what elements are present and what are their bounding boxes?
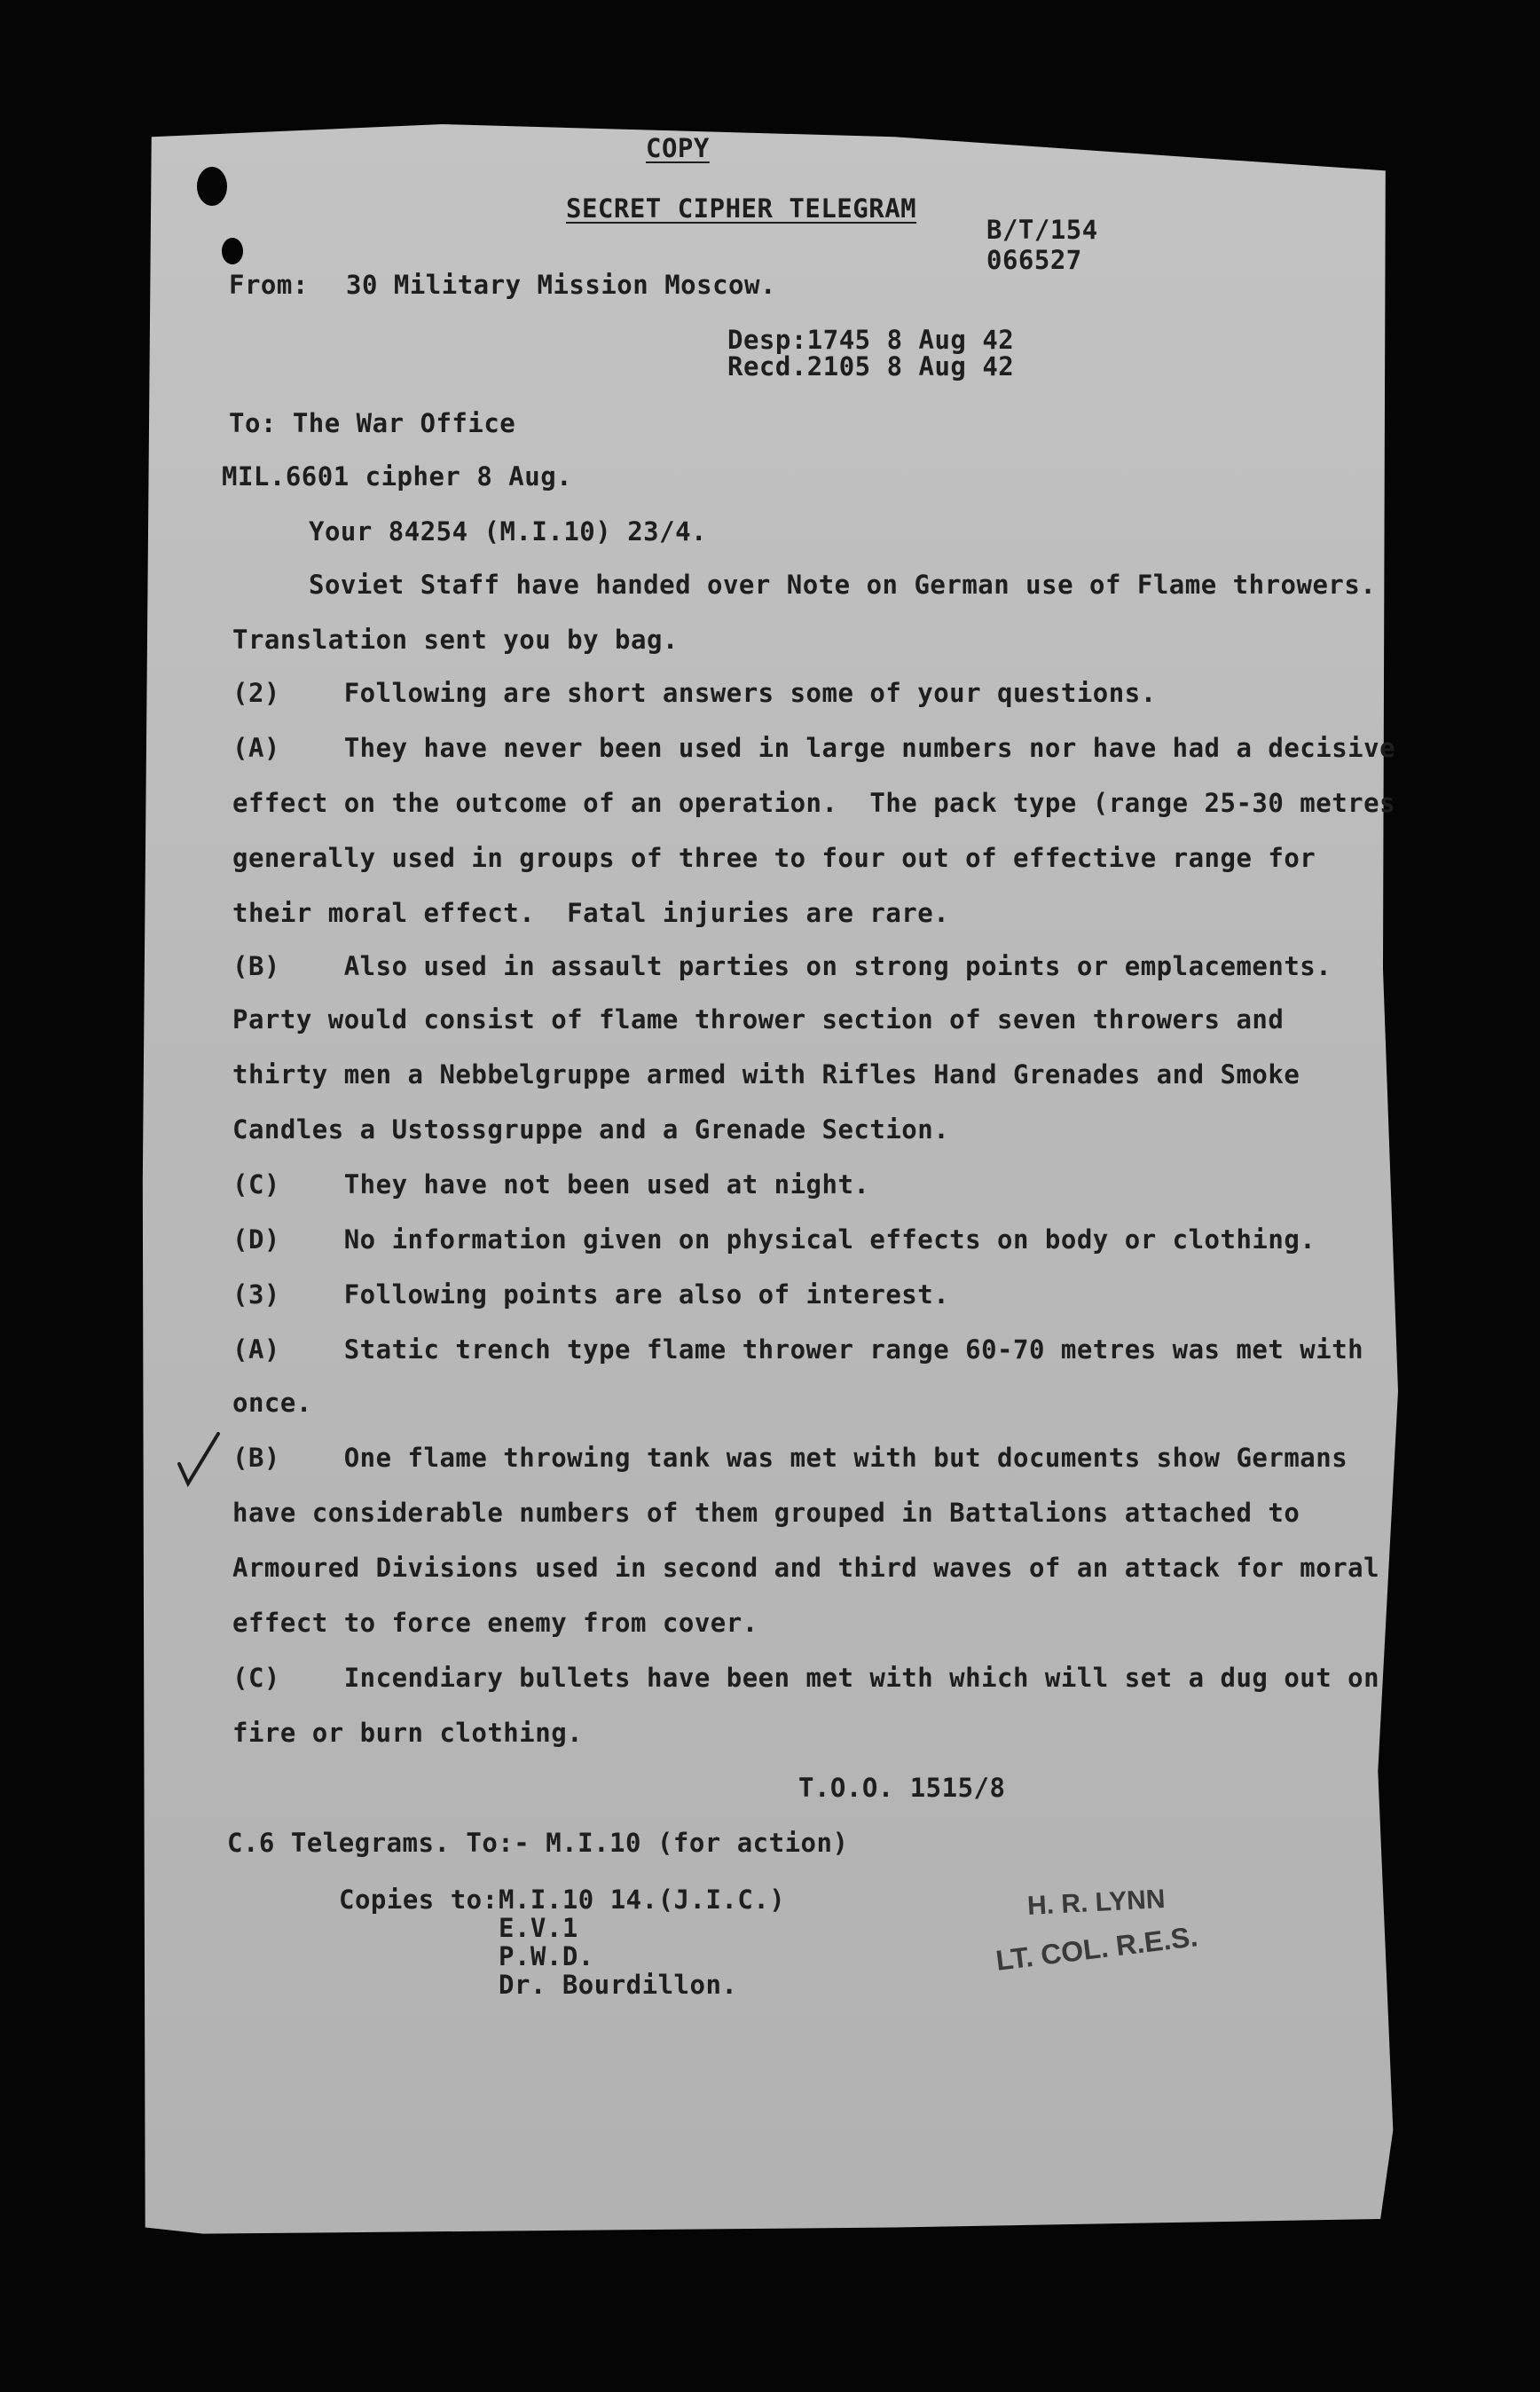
body-line: (B) Also used in assault parties on strong points or emplacements.: [232, 951, 1332, 981]
body-line: (C) Incendiary bullets have been met with which will set a dug out on: [232, 1663, 1380, 1693]
officer-stamp-rank: LT. COL. R.E.S.: [994, 1920, 1200, 1977]
despatch-time: Desp:1745 8 Aug 42: [727, 325, 1015, 355]
body-line: effect to force enemy from cover.: [232, 1608, 758, 1638]
cipher-line: MIL.6601 cipher 8 Aug.: [222, 461, 573, 492]
body-line: effect on the outcome of an operation. The pack type (range 25-30 metres: [232, 788, 1396, 818]
body-line: thirty men a Nebbelgruppe armed with Rifles Hand Grenades and Smoke: [232, 1059, 1300, 1090]
serial-number: 066527: [986, 245, 1082, 275]
punch-hole-top: [197, 167, 227, 206]
body-line: (C) They have not been used at night.: [232, 1169, 870, 1200]
copy-heading: COPY: [646, 133, 710, 163]
copies-label: Copies to:: [339, 1884, 499, 1915]
copy-recipient: P.W.D.: [499, 1941, 594, 1971]
body-line: Armoured Divisions used in second and third waves of an attack for moral: [232, 1553, 1380, 1583]
body-line: Candles a Ustossgruppe and a Grenade Section.: [232, 1114, 950, 1145]
body-line: (B) One flame throwing tank was met with but documents show Germans: [232, 1443, 1348, 1473]
to-line: To: The War Office: [229, 408, 516, 438]
received-time: Recd.2105 8 Aug 42: [727, 351, 1015, 382]
body-line: generally used in groups of three to four out of effective range for: [232, 843, 1316, 873]
telegrams-line: C.6 Telegrams. To:- M.I.10 (for action): [227, 1828, 849, 1858]
body-line: Translation sent you by bag.: [232, 625, 679, 655]
body-line: (3) Following points are also of interest.: [232, 1279, 950, 1310]
check-mark-icon: [174, 1428, 227, 1491]
body-line: have considerable numbers of them grouped in Battalions attached to: [232, 1498, 1300, 1528]
body-line: Party would consist of flame thrower section of seven throwers and: [232, 1004, 1285, 1035]
from-label: From:: [229, 270, 309, 300]
body-line: fire or burn clothing.: [232, 1718, 584, 1748]
copy-recipient: M.I.10 14.(J.I.C.): [499, 1884, 786, 1915]
your-reference: Your 84254 (M.I.10) 23/4.: [309, 516, 707, 547]
reference-number: B/T/154: [986, 215, 1098, 245]
from-value: 30 Military Mission Moscow.: [346, 270, 776, 300]
copy-recipient: Dr. Bourdillon.: [499, 1970, 738, 2000]
body-line: (A) They have never been used in large numbers nor have had a decisive: [232, 733, 1396, 763]
document-title: SECRET CIPHER TELEGRAM: [566, 193, 917, 224]
officer-stamp-name: H. R. LYNN: [1026, 1884, 1167, 1922]
time-of-origin: T.O.O. 1515/8: [798, 1773, 1006, 1803]
body-line: (A) Static trench type flame thrower range 60-70 metres was met with: [232, 1334, 1364, 1365]
punch-hole-lower: [222, 238, 243, 264]
body-line: (D) No information given on physical effects on body or clothing.: [232, 1224, 1316, 1255]
body-line: Soviet Staff have handed over Note on German use of Flame throwers.: [309, 570, 1377, 600]
body-line: their moral effect. Fatal injuries are rare.: [232, 898, 950, 928]
body-line: once.: [232, 1388, 312, 1418]
copy-recipient: E.V.1: [499, 1913, 578, 1943]
body-line: (2) Following are short answers some of your questions.: [232, 678, 1157, 708]
